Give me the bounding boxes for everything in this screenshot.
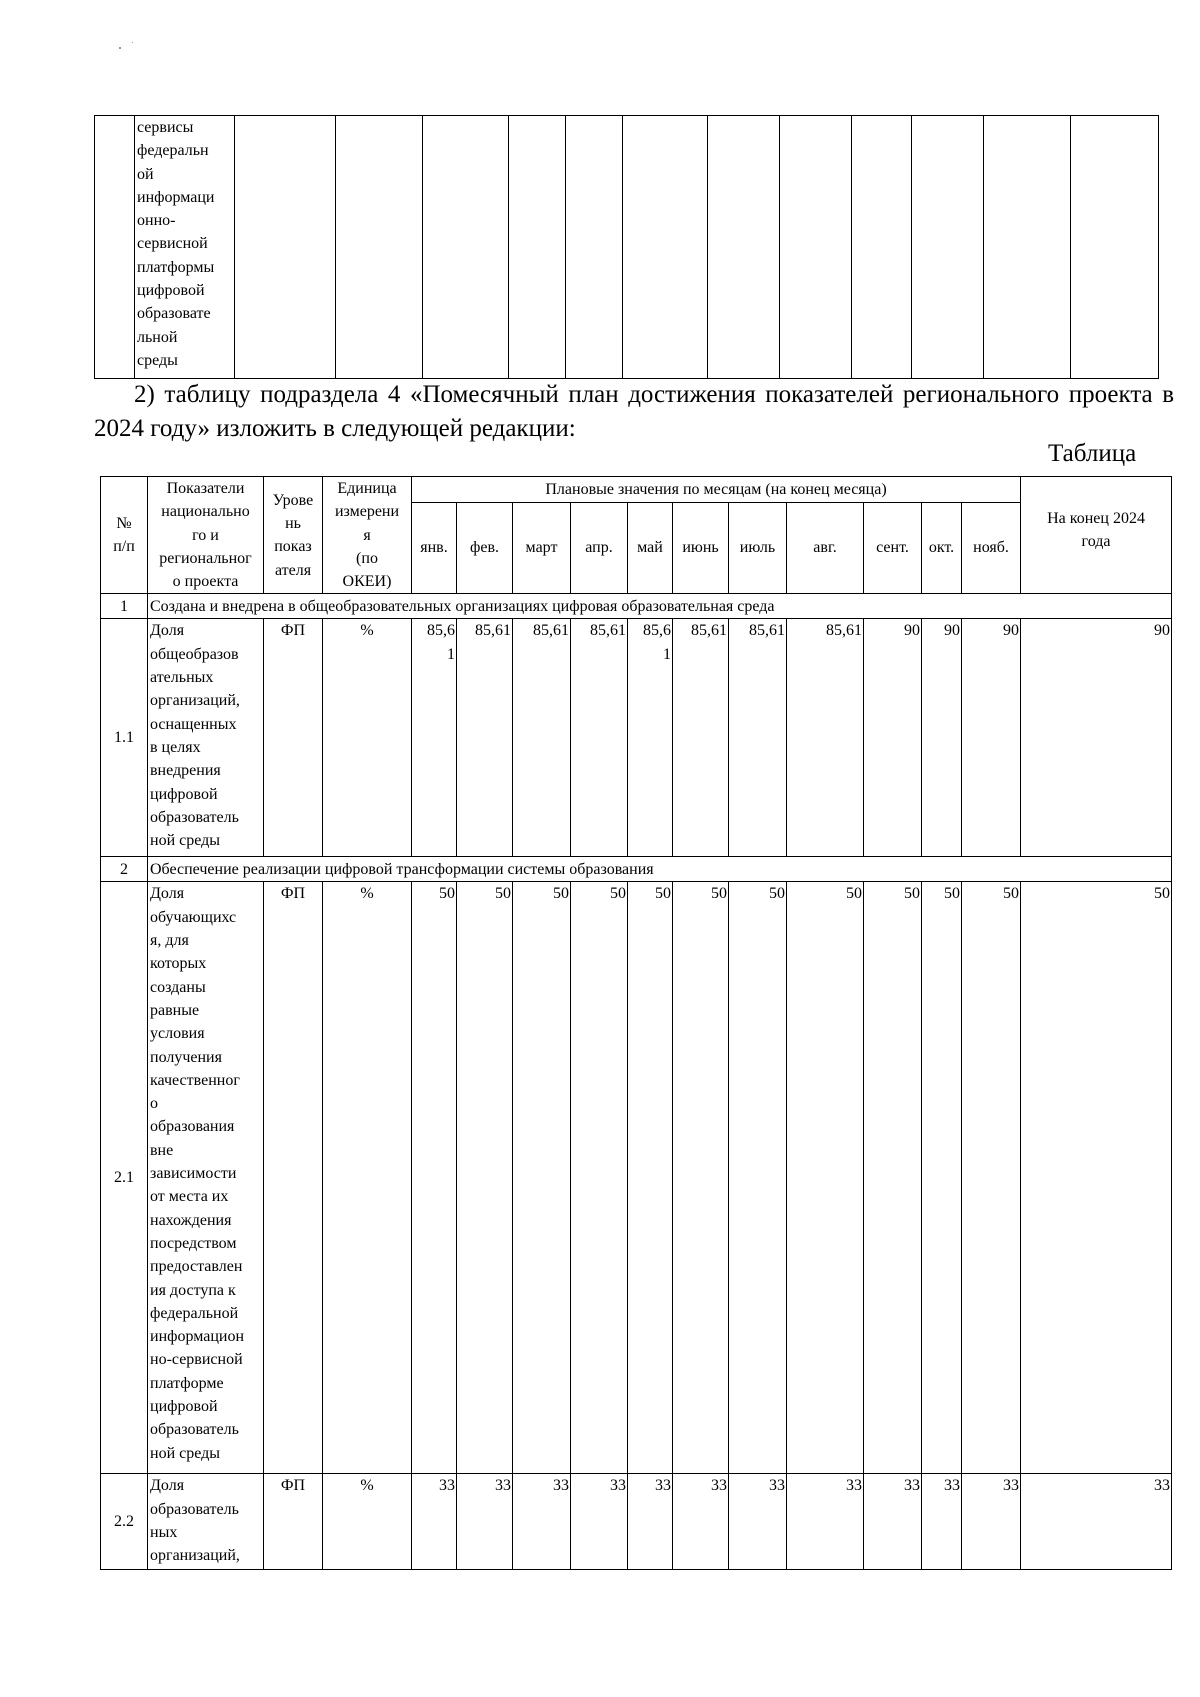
section-title: Создана и внедрена в общеобразовательных организациях цифровая образовательная среда bbox=[148, 594, 1172, 619]
header-month: июнь bbox=[673, 502, 729, 594]
month-value: 85,61 bbox=[787, 619, 864, 857]
table-row bbox=[101, 619, 1172, 857]
header-level: Урове нь показ ателя bbox=[264, 477, 323, 594]
month-value: 85,6 1 bbox=[412, 619, 457, 857]
month-value: 33 bbox=[673, 1474, 729, 1570]
instruction-paragraph: 2) таблицу подраздела 4 «Помесячный план достижения показателей регионального проекта в 2024 году» изложить в следующей редакции: bbox=[94, 381, 1174, 442]
indicator-level: ФП bbox=[264, 882, 323, 1474]
header-month: нояб. bbox=[962, 502, 1021, 594]
section-number: 1 bbox=[101, 594, 148, 619]
indicator-name: Доля обучающихс я, для которых созданы равные условия получения качественног о образования вне зависимости от места их нахождения посредством предоставлен ия доступа к федеральной информацион но-сервисной платформе цифровой образователь ной среды bbox=[148, 882, 264, 1474]
header-month: июль bbox=[729, 502, 787, 594]
month-value: 50 bbox=[729, 882, 787, 1474]
month-value: 33 bbox=[922, 1474, 962, 1570]
month-value: 33 bbox=[962, 1474, 1021, 1570]
month-value: 50 bbox=[787, 882, 864, 1474]
cell bbox=[780, 116, 852, 379]
table-row bbox=[101, 882, 1172, 1474]
row-number: 1.1 bbox=[101, 619, 148, 857]
scan-speck bbox=[132, 42, 133, 43]
header-month: фев. bbox=[457, 502, 513, 594]
section-row bbox=[101, 857, 1172, 882]
month-value: 85,61 bbox=[729, 619, 787, 857]
table-row bbox=[101, 1474, 1172, 1570]
month-value: 85,61 bbox=[571, 619, 628, 857]
header-month: март bbox=[513, 502, 571, 594]
header-month: май bbox=[628, 502, 673, 594]
month-value: 33 bbox=[513, 1474, 571, 1570]
cell bbox=[235, 116, 336, 379]
month-value: 50 bbox=[513, 882, 571, 1474]
month-value: 90 bbox=[922, 619, 962, 857]
unit-of-measure: % bbox=[323, 882, 412, 1474]
month-value: 50 bbox=[457, 882, 513, 1474]
cell bbox=[708, 116, 780, 379]
header-num: № п/п bbox=[101, 477, 148, 594]
month-value: 50 bbox=[628, 882, 673, 1474]
cell bbox=[623, 116, 708, 379]
cell bbox=[912, 116, 984, 379]
month-value: 33 bbox=[729, 1474, 787, 1570]
header-row bbox=[101, 477, 1172, 503]
month-value: 33 bbox=[628, 1474, 673, 1570]
section-number: 2 bbox=[101, 857, 148, 882]
header-planned-values: Плановые значения по месяцам (на конец месяца) bbox=[412, 477, 1021, 503]
month-value: 85,61 bbox=[513, 619, 571, 857]
month-value: 85,61 bbox=[457, 619, 513, 857]
cell bbox=[1071, 116, 1159, 379]
month-value: 50 bbox=[864, 882, 922, 1474]
end-of-year-value: 90 bbox=[1021, 619, 1172, 857]
header-month: сент. bbox=[864, 502, 922, 594]
month-value: 33 bbox=[571, 1474, 628, 1570]
indicator-text-fragment: сервисы федеральн ой информаци онно- сервисной платформы цифровой образовате льной среды bbox=[135, 116, 235, 379]
indicator-level: ФП bbox=[264, 619, 323, 857]
cell bbox=[95, 116, 135, 379]
section-title: Обеспечение реализации цифровой трансформации системы образования bbox=[148, 857, 1172, 882]
month-value: 90 bbox=[962, 619, 1021, 857]
month-value: 50 bbox=[922, 882, 962, 1474]
cell bbox=[984, 116, 1071, 379]
unit-of-measure: % bbox=[323, 619, 412, 857]
month-value: 50 bbox=[412, 882, 457, 1474]
month-value: 50 bbox=[673, 882, 729, 1474]
month-value: 85,6 1 bbox=[628, 619, 673, 857]
cell bbox=[336, 116, 423, 379]
header-month: апр. bbox=[571, 502, 628, 594]
month-value: 33 bbox=[457, 1474, 513, 1570]
header-end-of-year: На конец 2024 года bbox=[1021, 477, 1172, 594]
end-of-year-value: 50 bbox=[1021, 882, 1172, 1474]
indicator-level: ФП bbox=[264, 1474, 323, 1570]
header-unit: Единица измерени я (по ОКЕИ) bbox=[323, 477, 412, 594]
cell bbox=[852, 116, 912, 379]
header-month: авг. bbox=[787, 502, 864, 594]
table-caption: Таблица bbox=[1048, 440, 1137, 467]
monthly-plan-table bbox=[100, 476, 1172, 1570]
month-value: 33 bbox=[412, 1474, 457, 1570]
end-of-year-value: 33 bbox=[1021, 1474, 1172, 1570]
month-value: 85,61 bbox=[673, 619, 729, 857]
month-value: 50 bbox=[962, 882, 1021, 1474]
row-number: 2.2 bbox=[101, 1474, 148, 1570]
header-month: окт. bbox=[922, 502, 962, 594]
header-month: янв. bbox=[412, 502, 457, 594]
section-row bbox=[101, 594, 1172, 619]
previous-table-continuation bbox=[94, 115, 1159, 379]
table-row bbox=[95, 116, 1159, 379]
header-indicator: Показатели национально го и региональног о проекта bbox=[148, 477, 264, 594]
month-value: 90 bbox=[864, 619, 922, 857]
month-value: 50 bbox=[571, 882, 628, 1474]
month-value: 33 bbox=[787, 1474, 864, 1570]
indicator-name: Доля образователь ных организаций, bbox=[148, 1474, 264, 1570]
unit-of-measure: % bbox=[323, 1474, 412, 1570]
cell bbox=[509, 116, 566, 379]
month-value: 33 bbox=[864, 1474, 922, 1570]
row-number: 2.1 bbox=[101, 882, 148, 1474]
indicator-name: Доля общеобразов ательных организаций, оснащенных в целях внедрения цифровой образователь ной среды bbox=[148, 619, 264, 857]
cell bbox=[566, 116, 623, 379]
cell bbox=[423, 116, 509, 379]
scan-speck bbox=[119, 47, 121, 49]
